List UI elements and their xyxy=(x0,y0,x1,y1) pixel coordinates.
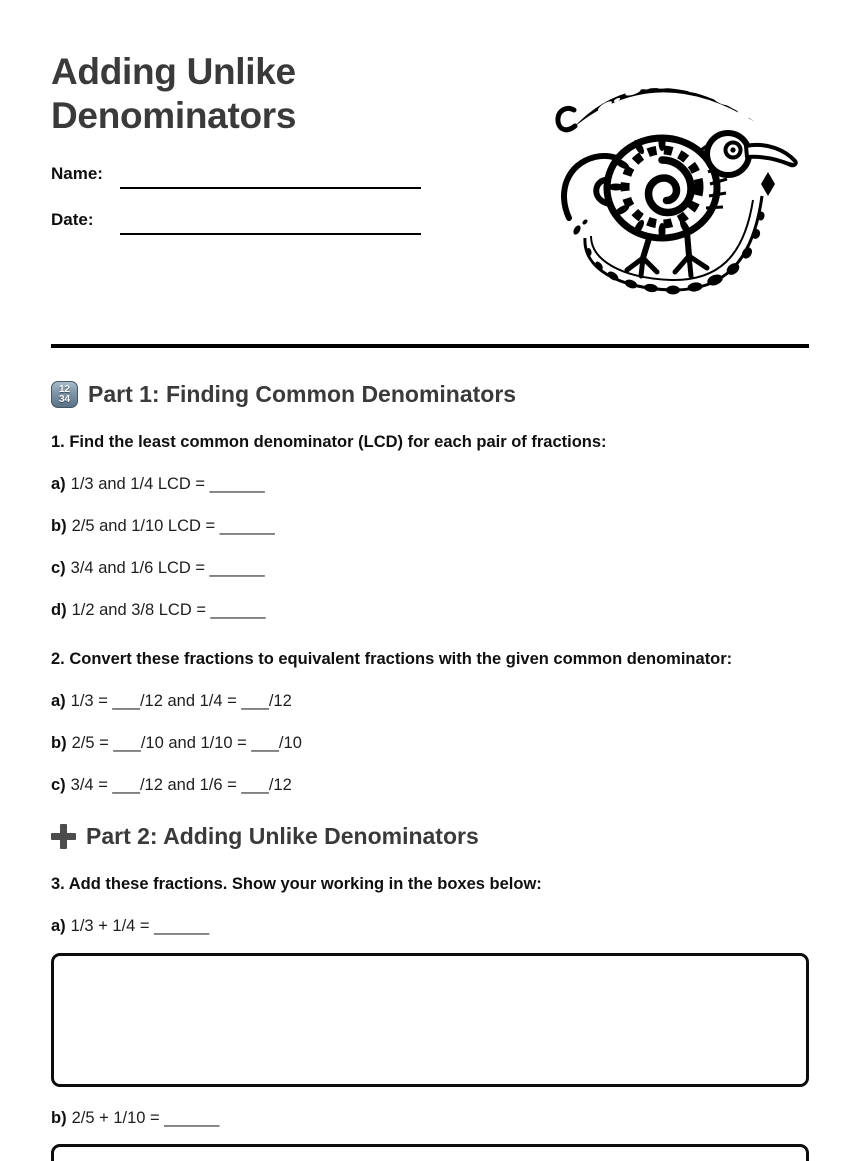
item-letter: b) xyxy=(51,1109,67,1128)
item-letter: a) xyxy=(51,692,66,711)
item-text: 1/2 and 3/8 LCD = ______ xyxy=(71,601,266,620)
working-box-b xyxy=(51,1144,809,1161)
part1-heading-text: Part 1: Finding Common Denominators xyxy=(88,381,517,408)
q2-prompt: 2. Convert these fractions to equivalent fractions with the given common denominator: xyxy=(51,650,733,669)
name-field-row xyxy=(51,164,421,184)
item-text: 1/3 = ___/12 and 1/4 = ___/12 xyxy=(70,692,292,711)
icon-digits-top: 12 xyxy=(58,383,71,395)
item-letter: c) xyxy=(51,776,66,795)
maori-kiwi-svg xyxy=(555,60,803,300)
q3-item-b xyxy=(51,1107,809,1129)
part2-heading-text: Part 2: Adding Unlike Denominators xyxy=(86,823,479,850)
date-field-row xyxy=(51,210,421,230)
item-letter: b) xyxy=(51,734,67,753)
item-text: 2/5 and 1/10 LCD = ______ xyxy=(71,517,275,536)
name-label: Name: xyxy=(51,164,103,184)
page-title: Adding Unlike Denominators xyxy=(51,51,297,136)
q2-item-a xyxy=(51,690,809,712)
working-box-a xyxy=(51,953,809,1087)
item-text: 1/3 and 1/4 LCD = ______ xyxy=(70,475,265,494)
q3-prompt: 3. Add these fractions. Show your working in the boxes below: xyxy=(51,875,542,894)
q2-item-c xyxy=(51,774,809,796)
name-fill-line xyxy=(120,187,421,189)
input-numbers-icon xyxy=(51,381,78,408)
q1-item-c xyxy=(51,557,809,579)
heavy-plus-icon xyxy=(51,824,76,849)
item-letter: d) xyxy=(51,601,67,620)
date-fill-line xyxy=(120,233,421,235)
item-text: 2/5 + 1/10 = ______ xyxy=(71,1109,220,1128)
item-text: 1/3 + 1/4 = ______ xyxy=(70,917,210,936)
kiwi-illustration xyxy=(555,60,803,300)
item-letter: b) xyxy=(51,517,67,536)
section-divider xyxy=(51,344,809,348)
item-letter: a) xyxy=(51,917,66,936)
part1-heading xyxy=(51,381,809,408)
date-label: Date: xyxy=(51,210,94,230)
part2-heading xyxy=(51,823,809,850)
q1-item-a xyxy=(51,473,809,495)
worksheet-header xyxy=(51,0,809,230)
item-letter: a) xyxy=(51,475,66,494)
q2-item-b xyxy=(51,732,809,754)
q1-item-b xyxy=(51,515,809,537)
icon-digits-bottom: 34 xyxy=(58,393,71,405)
item-text: 3/4 = ___/12 and 1/6 = ___/12 xyxy=(70,776,292,795)
q1-item-d xyxy=(51,599,809,621)
q3-item-a xyxy=(51,915,809,937)
item-text: 3/4 and 1/6 LCD = ______ xyxy=(70,559,265,578)
item-letter: c) xyxy=(51,559,66,578)
item-text: 2/5 = ___/10 and 1/10 = ___/10 xyxy=(71,734,302,753)
q1-prompt: 1. Find the least common denominator (LCD) for each pair of fractions: xyxy=(51,433,607,452)
